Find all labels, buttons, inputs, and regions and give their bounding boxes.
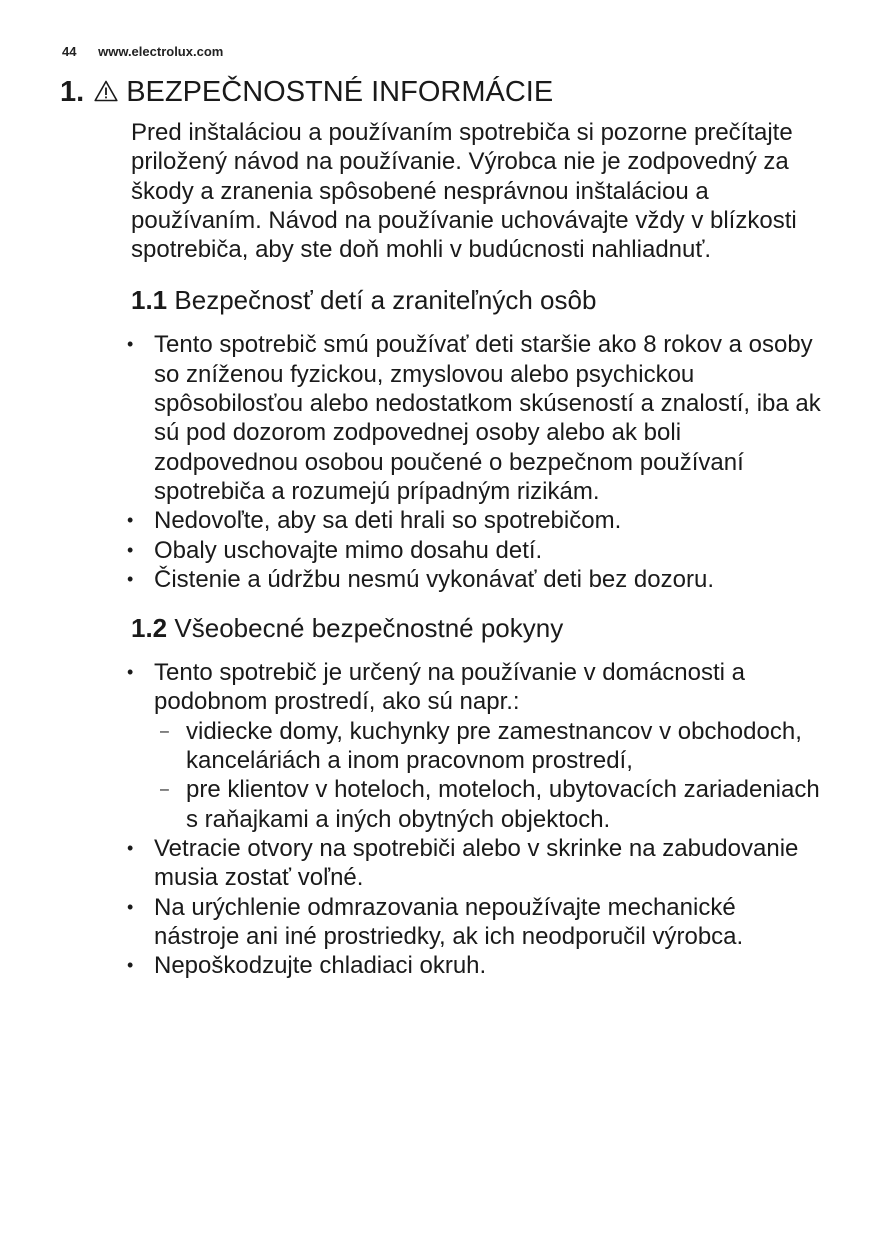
website-url: www.electrolux.com (98, 44, 224, 59)
sub-list-item (154, 775, 821, 834)
bullet: • (127, 334, 134, 355)
page-header (62, 44, 223, 59)
list-item (127, 834, 821, 893)
list-item (127, 565, 821, 594)
list-item (127, 658, 821, 834)
sub-list-item-text: pre klientov v hoteloch, moteloch, ubytovacích zariadeniach s raňajkami a iných obytných objektoch. (186, 776, 820, 833)
list-item-text: Nepoškodzujte chladiaci okruh. (154, 952, 487, 980)
list-item-text: Obaly uschovajte mimo dosahu detí. (154, 536, 543, 564)
section-number: 1. (60, 76, 85, 108)
list-item (127, 536, 821, 565)
list-item-text: Tento spotrebič smú používať deti staršie ako 8 rokov a osoby so zníženou fyzickou, zmyslovou alebo psychickou spôsobilosťou alebo nedostatkom skúseností a znalostí, iba ak sú pod dozorom zodpovednej osoby alebo ak boli zodpovednou osobou poučené o bezpečnom používaní spotrebiča a rozumejú prípadným rizikám. (154, 331, 821, 505)
bullet: • (127, 955, 134, 976)
list-item (127, 330, 821, 506)
bullet: • (127, 662, 134, 683)
list-item-text: Čistenie a údržbu nesmú vykonávať deti bez dozoru. (154, 565, 714, 593)
list-item-text: Na urýchlenie odmrazovania nepoužívajte mechanické nástroje ani iné prostriedky, ak ich neodporučil výrobca. (154, 893, 744, 950)
subsection-1-list (127, 330, 821, 594)
list-item-text: Vetracie otvory na spotrebiči alebo v skrinke na zabudovanie musia zostať voľné. (154, 834, 799, 892)
sub-list-item (154, 717, 821, 776)
sub-list-item-text: vidiecke domy, kuchynky pre zamestnancov v obchodoch, kanceláriách a inom pracovnom prostredí, (186, 717, 802, 775)
dash: – (160, 781, 169, 799)
subsection-1-title: Bezpečnosť detí a zraniteľných osôb (174, 285, 597, 316)
bullet: • (127, 896, 134, 917)
bullet: • (127, 510, 134, 531)
warning-triangle-icon (94, 80, 118, 102)
bullet: • (127, 539, 134, 560)
dash: – (160, 722, 169, 740)
section-title-text: BEZPEČNOSTNÉ INFORMÁCIE (126, 76, 554, 108)
sub-list (154, 717, 821, 834)
bullet: • (127, 837, 134, 858)
section-title (60, 74, 553, 110)
subsection-2-heading (131, 610, 821, 646)
content (127, 118, 821, 980)
list-item (127, 951, 821, 980)
bullet: • (127, 568, 134, 589)
intro-paragraph: Pred inštaláciou a používaním spotrebiča si pozorne prečítajte priložený návod na používanie. Výrobca nie je zodpovedný za škody a zranenia spôsobené nesprávnou inštaláciou a používaním. Návod na používanie uchovávajte vždy v blízkosti spotrebiča, aby ste doň mohli v budúcnosti nahliadnuť. (131, 119, 797, 264)
subsection-1-number: 1.1 (131, 285, 168, 316)
subsection-2-number: 1.2 (131, 613, 168, 644)
list-item-text: Nedovoľte, aby sa deti hrali so spotrebičom. (154, 507, 622, 535)
list-item-text: Tento spotrebič je určený na používanie v domácnosti a podobnom prostredí, ako sú napr.: (154, 659, 746, 716)
subsection-2-list (127, 658, 821, 980)
list-item (127, 506, 821, 535)
page-number: 44 (62, 44, 77, 59)
subsection-2-title: Všeobecné bezpečnostné pokyny (174, 613, 564, 644)
subsection-1-heading (131, 282, 821, 318)
list-item (127, 893, 821, 952)
